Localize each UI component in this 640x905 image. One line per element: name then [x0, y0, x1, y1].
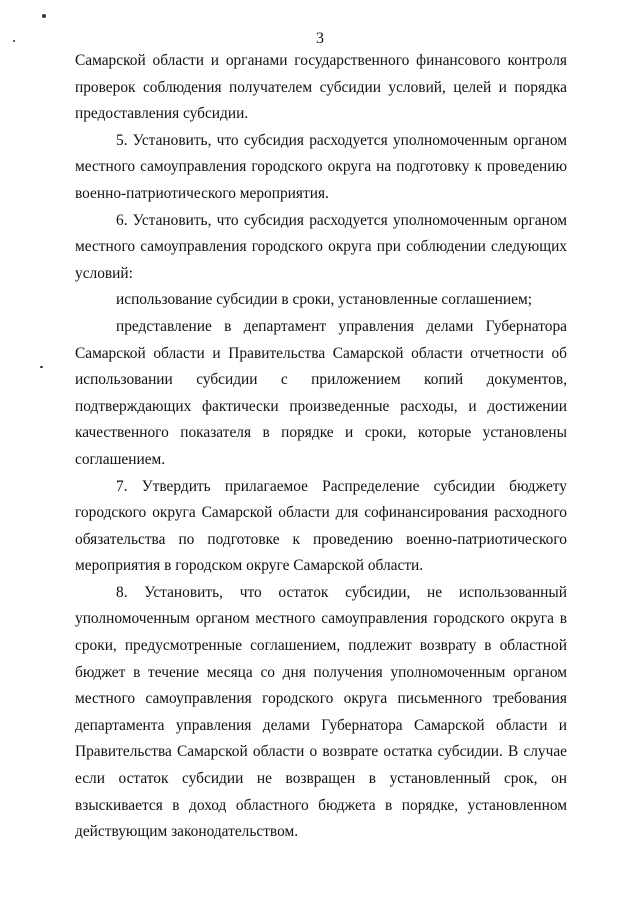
paragraph-item-6: 6. Установить, что субсидия расходуется уполномоченным органом местного самоуправления городского округа при соблюдении следующих условий:	[75, 211, 567, 282]
paragraph-item-5: 5. Установить, что субсидия расходуется уполномоченным органом местного самоуправления городского округа на подготовку к проведению военно-патриотического мероприятия.	[75, 131, 567, 202]
paragraph-item-8: 8. Установить, что остаток субсидии, не использованный уполномоченным органом местного самоуправления городского округа в сроки, предусмотренные соглашением, подлежит возврату в областной бюджет в течение месяца со дня получения уполномоченным органом местного самоуправления городского округа письменного требования департамента управления делами Губернатора Самарской области и Правительства Самарской области о возврате остатка субсидии. В случае если остаток субсидии не возвращен в установленный срок, он взыскивается в доход областного бюджета в порядке, установленном действующим законодательством.	[75, 583, 567, 841]
paragraph-condition-1: использование субсидии в сроки, установленные соглашением;	[116, 291, 532, 309]
paragraph-condition-2: представление в департамент управления делами Губернатора Самарской области и Правительства Самарской области отчетности об использовании субсидии с приложением копий документов, подтверждающих фактически произведенные расходы, и достижении качественного показателя в порядке и сроки, которые установлены соглашением.	[75, 317, 567, 468]
paragraph-continuation: Самарской области и органами государственного финансового контроля проверок соблюдения получателем субсидии условий, целей и порядка предоставления субсидии.	[75, 52, 567, 123]
page-number: 3	[316, 30, 324, 47]
document-body	[75, 48, 567, 846]
paragraph-item-7: 7. Утвердить прилагаемое Распределение субсидии бюджету городского округа Самарской области для софинансирования расходного обязательства по подготовке к проведению военно-патриотического мероприятия в городском округе Самарской области.	[75, 477, 567, 575]
scan-speck-1	[42, 14, 46, 18]
scan-speck-3	[40, 366, 43, 368]
